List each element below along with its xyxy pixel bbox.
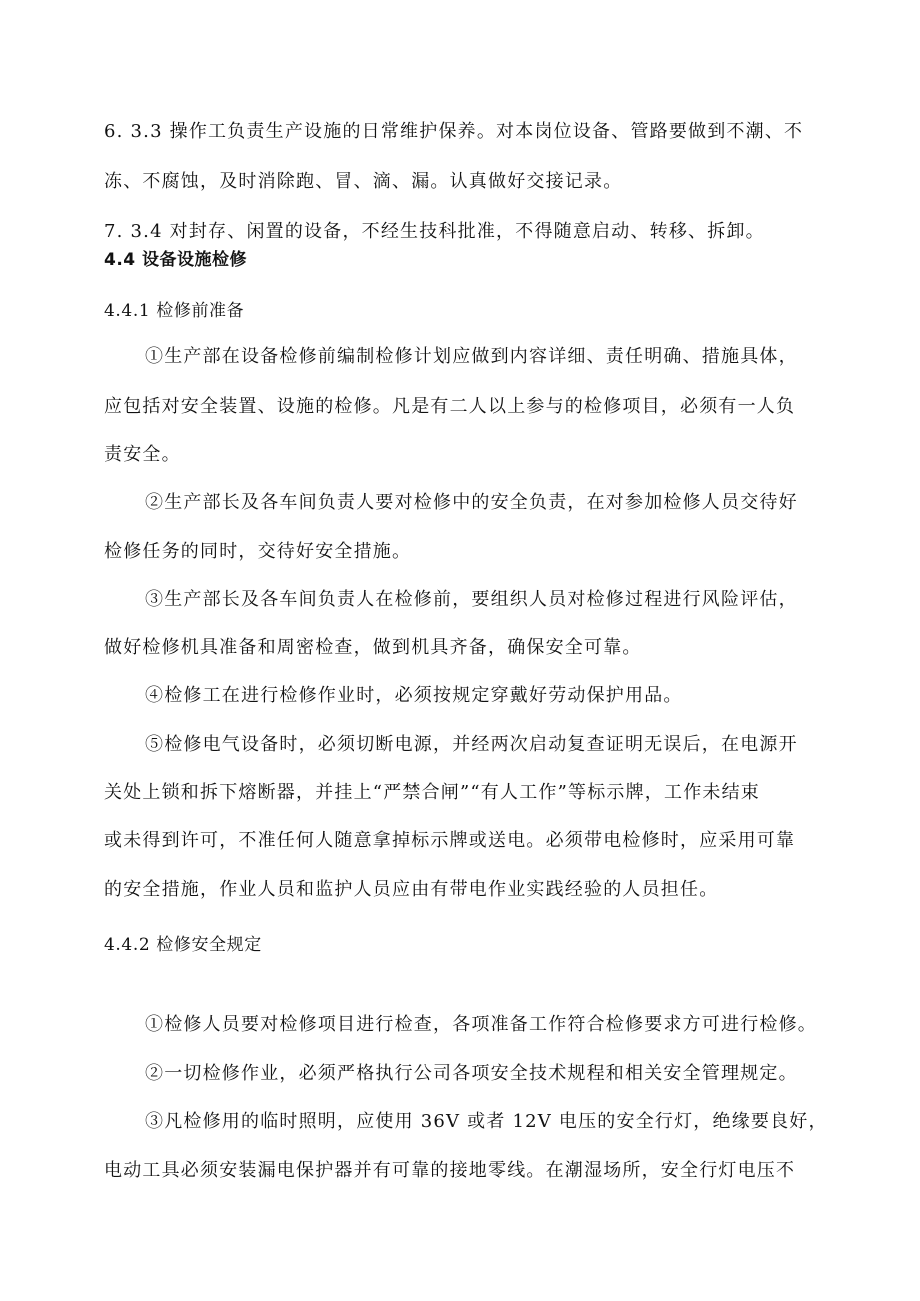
paragraph-line: 6. 3.3 操作工负责生产设施的日常维护保养。对本岗位设备、管路要做到不潮、不 — [104, 121, 804, 142]
paragraph-line: 做好检修机具准备和周密检查，做到机具齐备，确保安全可靠。 — [104, 637, 642, 658]
paragraph-line: ③凡检修用的临时照明，应使用 36V 或者 12V 电压的安全行灯，绝缘要良好， — [145, 1111, 828, 1132]
paragraph-line: 检修任务的同时，交待好安全措施。 — [104, 541, 412, 562]
section-heading: 4.4 设备设施检修 — [104, 250, 248, 270]
paragraph-line: 责安全。 — [104, 444, 181, 465]
paragraph-line: ③生产部长及各车间负责人在检修前，要组织人员对检修过程进行风险评估， — [145, 589, 798, 610]
paragraph-line: ②一切检修作业，必须严格执行公司各项安全技术规程和相关安全管理规定。 — [145, 1063, 798, 1084]
paragraph-line: ⑤检修电气设备时，必须切断电源，并经两次启动复查证明无误后，在电源开 — [145, 734, 798, 755]
subsection-heading: 4.4.2 检修安全规定 — [104, 935, 262, 955]
paragraph-line: 应包括对安全装置、设施的检修。凡是有二人以上参与的检修项目，必须有一人负 — [104, 396, 796, 417]
paragraph-line: 冻、不腐蚀，及时消除跑、冒、滴、漏。认真做好交接记录。 — [104, 171, 623, 192]
paragraph-line: 7. 3.4 对封存、闲置的设备，不经生技科批准，不得随意启动、转移、拆卸。 — [104, 221, 765, 242]
paragraph-line: ④检修工在进行检修作业时，必须按规定穿戴好劳动保护用品。 — [145, 685, 683, 706]
subsection-heading: 4.4.1 检修前准备 — [104, 301, 245, 321]
paragraph-line: ②生产部长及各车间负责人要对检修中的安全负责，在对参加检修人员交待好 — [145, 492, 798, 513]
paragraph-line: 的安全措施，作业人员和监护人员应由有带电作业实践经验的人员担任。 — [104, 879, 719, 900]
paragraph-line: 或未得到许可，不准任何人随意拿掉标示牌或送电。必须带电检修时，应采用可靠 — [104, 830, 796, 851]
paragraph-line: 关处上锁和拆下熔断器，并挂上“严禁合闸”“有人工作”等标示牌，工作未结束 — [104, 782, 761, 803]
paragraph-line: ①生产部在设备检修前编制检修计划应做到内容详细、责任明确、措施具体， — [145, 346, 798, 367]
paragraph-line: ①检修人员要对检修项目进行检查，各项准备工作符合检修要求方可进行检修。 — [145, 1014, 817, 1035]
paragraph-line: 电动工具必须安装漏电保护器并有可靠的接地零线。在潮湿场所，安全行灯电压不 — [104, 1160, 796, 1181]
